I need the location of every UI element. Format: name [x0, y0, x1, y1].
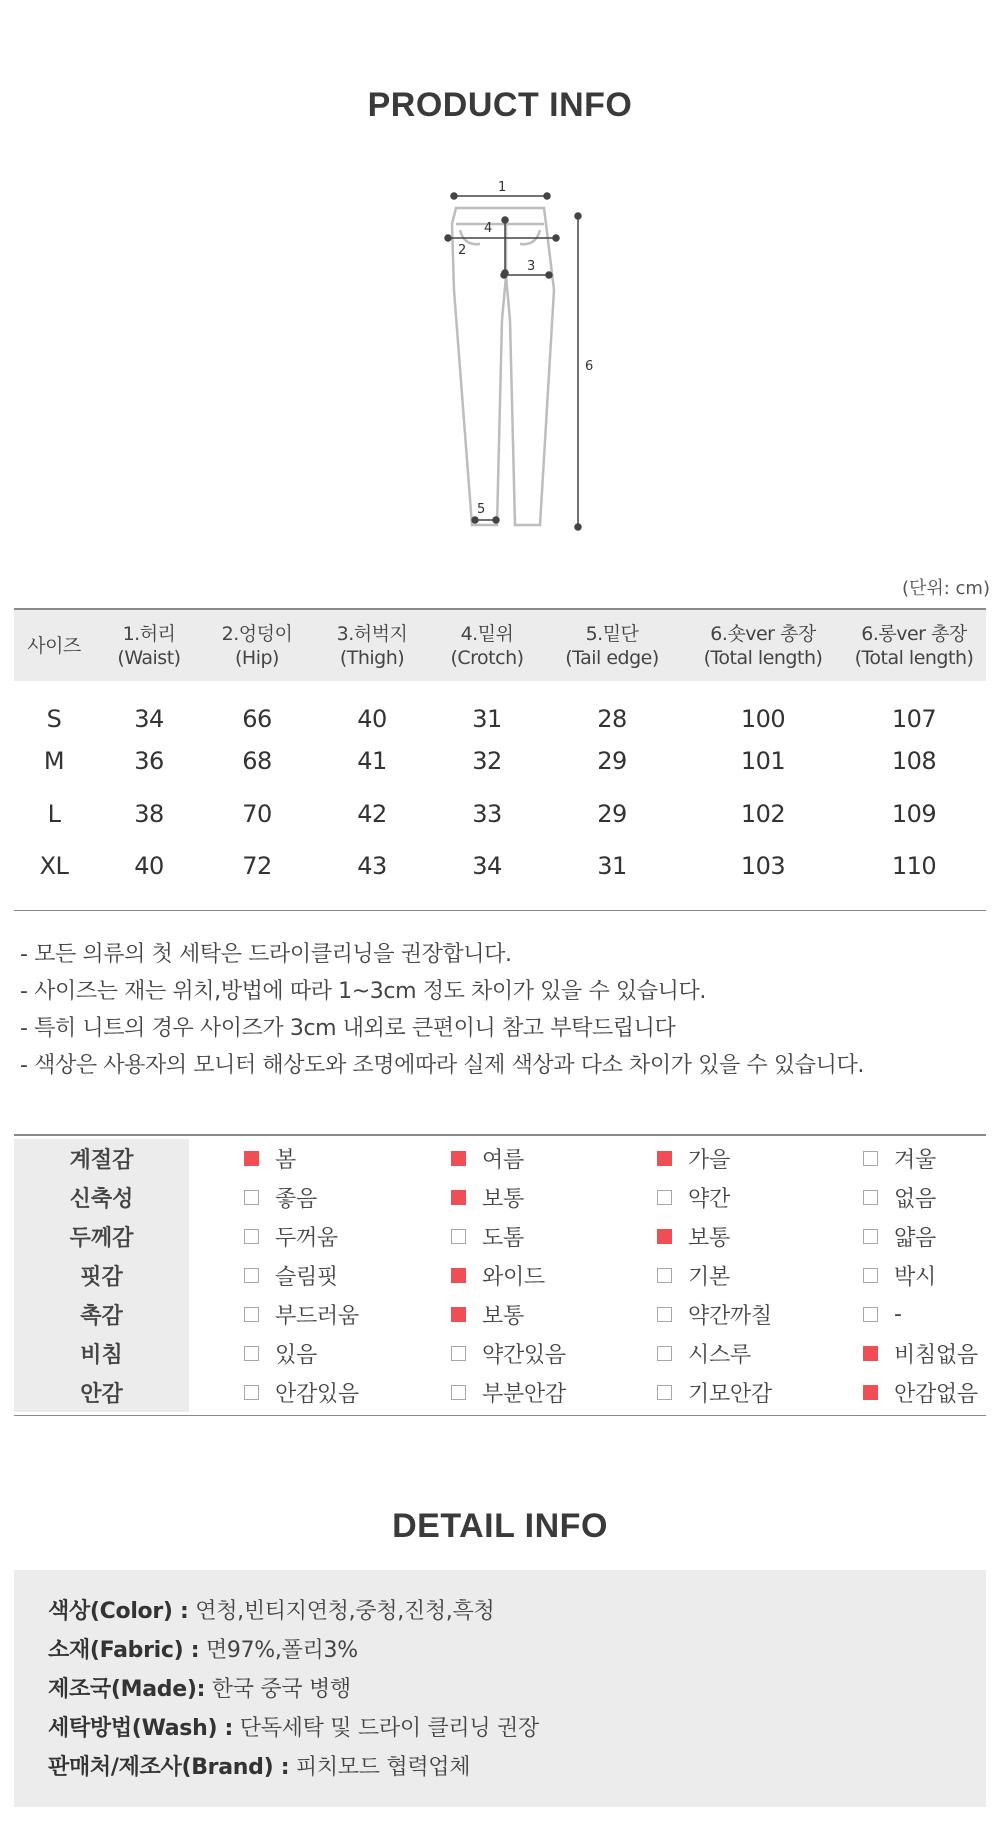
attribute-option-label: 보통: [482, 1187, 524, 1212]
attribute-option-label: 좋음: [275, 1187, 317, 1212]
attribute-label: 계절감: [14, 1139, 189, 1178]
value-cell: 66: [242, 704, 272, 733]
diagram-label-2: 2: [458, 243, 467, 258]
unchecked-box-icon: [244, 1268, 259, 1283]
table-row: [14, 787, 986, 840]
unchecked-box-icon: [657, 1385, 672, 1400]
value-cell: 109: [891, 799, 937, 828]
attribute-row: [14, 1373, 986, 1412]
attribute-option-label: 여름: [482, 1148, 524, 1173]
unchecked-box-icon: [451, 1346, 466, 1361]
value-cell: 33: [472, 799, 502, 828]
attribute-option: [451, 1221, 524, 1252]
attribute-option: [244, 1182, 317, 1213]
attribute-option-label: 슬림핏: [275, 1265, 338, 1290]
attribute-option: [657, 1221, 730, 1252]
value-cell: 40: [357, 704, 387, 733]
attribute-label: 촉감: [14, 1295, 189, 1334]
attribute-option: [451, 1260, 545, 1291]
attribute-option-label: 도톰: [482, 1226, 524, 1251]
attribute-label: 핏감: [14, 1256, 189, 1295]
value-cell: 29: [597, 799, 627, 828]
value-cell: 101: [740, 746, 786, 775]
value-cell: 34: [472, 851, 502, 880]
header-waist: 1.허리 (Waist): [117, 622, 181, 669]
attribute-option-label: 겨울: [894, 1148, 936, 1173]
attribute-label: 두께감: [14, 1217, 189, 1256]
attribute-option-label: 두꺼움: [275, 1226, 338, 1251]
value-cell: 40: [134, 851, 164, 880]
size-cell: XL: [39, 851, 69, 880]
header-thigh: 3.허벅지 (Thigh): [336, 622, 408, 669]
unchecked-box-icon: [863, 1229, 878, 1244]
attribute-row: [14, 1334, 986, 1373]
attribute-option: [657, 1377, 772, 1408]
value-cell: 38: [134, 799, 164, 828]
note-line: - 색상은 사용자의 모니터 해상도와 조명에따라 실제 색상과 다소 차이가 있을 수 있습니다.: [20, 1053, 864, 1078]
attribute-row: [14, 1295, 986, 1334]
value-cell: 36: [134, 746, 164, 775]
unchecked-box-icon: [244, 1190, 259, 1205]
attribute-option: [451, 1299, 524, 1330]
attribute-option-label: 있음: [275, 1343, 317, 1368]
attribute-option: [863, 1377, 978, 1408]
attribute-option-label: 기본: [688, 1265, 730, 1290]
detail-color: 색상(Color) : 연청,빈티지연청,중청,진청,흑청: [48, 1599, 495, 1624]
value-cell: 31: [597, 851, 627, 880]
unit-label: (단위: cm): [901, 578, 990, 599]
attribute-option-label: 안감있음: [275, 1382, 359, 1407]
value-cell: 41: [357, 746, 387, 775]
attribute-row: [14, 1139, 986, 1178]
detail-info-box: [14, 1570, 986, 1807]
value-cell: 28: [597, 704, 627, 733]
attribute-option-label: 부분안감: [482, 1382, 566, 1407]
value-cell: 103: [740, 851, 786, 880]
diagram-label-1: 1: [498, 180, 507, 195]
attribute-option: [863, 1143, 936, 1174]
attribute-option-label: 봄: [275, 1148, 296, 1173]
size-cell: S: [46, 704, 62, 733]
checked-box-icon: [451, 1190, 466, 1205]
size-cell: L: [47, 799, 61, 828]
unchecked-box-icon: [863, 1307, 878, 1322]
value-cell: 107: [891, 704, 937, 733]
size-table: [14, 608, 986, 911]
attribute-option: [244, 1260, 338, 1291]
checked-box-icon: [451, 1268, 466, 1283]
value-cell: 32: [472, 746, 502, 775]
attribute-option-label: 없음: [894, 1187, 936, 1212]
value-cell: 102: [740, 799, 786, 828]
attribute-label: 신축성: [14, 1178, 189, 1217]
unchecked-box-icon: [244, 1346, 259, 1361]
attribute-option: [244, 1338, 317, 1369]
attribute-option-label: 보통: [482, 1304, 524, 1329]
table-row: [14, 681, 986, 734]
attribute-option: [863, 1260, 936, 1291]
header-short-total-length: 6.숏ver 총장 (Total length): [703, 622, 823, 669]
detail-info-title: DETAIL INFO: [392, 1507, 608, 1545]
attribute-option: [863, 1338, 978, 1369]
unchecked-box-icon: [451, 1385, 466, 1400]
unchecked-box-icon: [244, 1307, 259, 1322]
value-cell: 68: [242, 746, 272, 775]
care-notes: [20, 936, 980, 1084]
attribute-option-label: 약간: [688, 1187, 730, 1212]
value-cell: 42: [357, 799, 387, 828]
attribute-label: 비침: [14, 1334, 189, 1373]
checked-box-icon: [863, 1385, 878, 1400]
attribute-option: [863, 1182, 936, 1213]
attribute-option: [863, 1302, 902, 1327]
header-long-total-length: 6.롱ver 총장 (Total length): [854, 622, 974, 669]
attribute-row: [14, 1178, 986, 1217]
diagram-label-6: 6: [585, 359, 594, 374]
value-cell: 70: [242, 799, 272, 828]
diagram-label-4: 4: [484, 221, 493, 236]
attribute-option: [451, 1377, 566, 1408]
note-line: - 사이즈는 재는 위치,방법에 따라 1~3cm 정도 차이가 있을 수 있습니다.: [20, 979, 706, 1004]
attribute-option-label: 가을: [688, 1148, 730, 1173]
attribute-option: [657, 1260, 730, 1291]
value-cell: 100: [740, 704, 786, 733]
value-cell: 72: [242, 851, 272, 880]
attribute-option: [244, 1143, 296, 1174]
attribute-option-label: 박시: [894, 1265, 936, 1290]
product-info-title: PRODUCT INFO: [367, 86, 633, 124]
checked-box-icon: [451, 1307, 466, 1322]
size-table-header: [14, 609, 986, 681]
attribute-option-label: 보통: [688, 1226, 730, 1251]
header-crotch: 4.밑위 (Crotch): [450, 622, 524, 669]
value-cell: 108: [891, 746, 937, 775]
value-cell: 110: [891, 851, 937, 880]
detail-wash: 세탁방법(Wash) : 단독세탁 및 드라이 클리닝 권장: [48, 1716, 539, 1741]
attribute-row: [14, 1217, 986, 1256]
table-row: [14, 734, 986, 787]
value-cell: 29: [597, 746, 627, 775]
attribute-option: [244, 1299, 359, 1330]
attribute-option: [657, 1299, 772, 1330]
header-hip: 2.엉덩이 (Hip): [221, 622, 293, 669]
unchecked-box-icon: [863, 1268, 878, 1283]
unchecked-box-icon: [863, 1190, 878, 1205]
pants-measurement-diagram: [420, 180, 620, 540]
detail-brand: 판매처/제조사(Brand) : 피치모드 협력업체: [48, 1755, 471, 1780]
unchecked-box-icon: [451, 1229, 466, 1244]
attribute-option: [451, 1182, 524, 1213]
attribute-table: [14, 1134, 986, 1416]
attribute-option: [244, 1377, 359, 1408]
attribute-option-label: 기모안감: [688, 1382, 772, 1407]
attribute-option: [244, 1221, 338, 1252]
unchecked-box-icon: [657, 1307, 672, 1322]
attribute-option: [863, 1221, 936, 1252]
unchecked-box-icon: [657, 1268, 672, 1283]
header-size: 사이즈: [27, 634, 81, 657]
table-row: [14, 840, 986, 910]
checked-box-icon: [657, 1151, 672, 1166]
attribute-option-label: 부드러움: [275, 1304, 359, 1329]
value-cell: 34: [134, 704, 164, 733]
unchecked-box-icon: [657, 1190, 672, 1205]
attribute-option-label: 약간까칠: [688, 1304, 772, 1329]
attribute-row: [14, 1256, 986, 1295]
attribute-option: [451, 1338, 566, 1369]
attribute-option: [657, 1338, 751, 1369]
size-cell: M: [43, 746, 65, 775]
header-tail-edge: 5.밑단 (Tail edge): [565, 622, 659, 669]
checked-box-icon: [244, 1151, 259, 1166]
unchecked-box-icon: [863, 1151, 878, 1166]
diagram-label-3: 3: [527, 259, 536, 274]
unchecked-box-icon: [657, 1346, 672, 1361]
value-cell: 43: [357, 851, 387, 880]
diagram-label-5: 5: [477, 502, 486, 517]
attribute-option-label: 안감없음: [894, 1382, 978, 1407]
attribute-option: [451, 1143, 524, 1174]
checked-box-icon: [657, 1229, 672, 1244]
attribute-option-label: 와이드: [482, 1265, 545, 1290]
attribute-option: [657, 1182, 730, 1213]
unchecked-box-icon: [244, 1385, 259, 1400]
attribute-option-label: 약간있음: [482, 1343, 566, 1368]
attribute-label: 안감: [14, 1373, 189, 1412]
unchecked-box-icon: [244, 1229, 259, 1244]
note-line: - 특히 니트의 경우 사이즈가 3cm 내외로 큰편이니 참고 부탁드립니다: [20, 1016, 676, 1041]
attribute-option-label: 얇음: [894, 1226, 936, 1251]
attribute-option-label: 시스루: [688, 1343, 751, 1368]
checked-box-icon: [863, 1346, 878, 1361]
attribute-option: [657, 1143, 730, 1174]
detail-fabric: 소재(Fabric) : 면97%,폴리3%: [48, 1638, 358, 1663]
attribute-option-label: -: [894, 1302, 902, 1327]
checked-box-icon: [451, 1151, 466, 1166]
value-cell: 31: [472, 704, 502, 733]
attribute-option-label: 비침없음: [894, 1343, 978, 1368]
note-line: - 모든 의류의 첫 세탁은 드라이클리닝을 권장합니다.: [20, 942, 512, 967]
detail-made: 제조국(Made): 한국 중국 병행: [48, 1677, 351, 1702]
